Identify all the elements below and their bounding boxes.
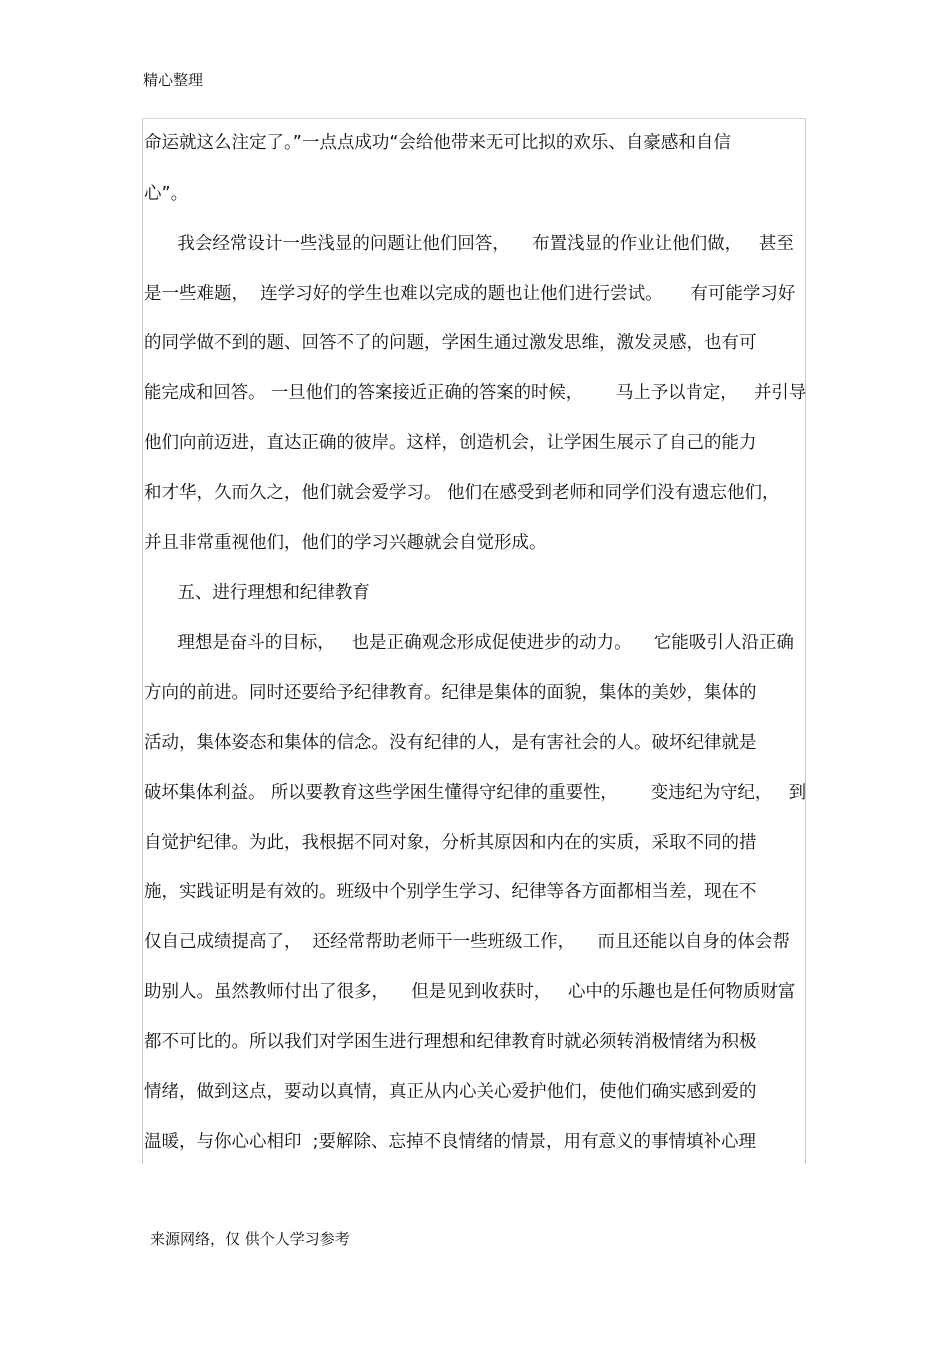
paragraph-line: 仅自己成绩提高了， 还经常帮助老师干一些班级工作， 而且还能以自身的体会帮: [144, 932, 790, 952]
paragraph-line: 的同学做不到的题、回答不了的问题，学困生通过激发思维，激发灵感，也有可: [144, 333, 757, 353]
page-header: 精心整理: [143, 71, 204, 89]
paragraph-line: 方向的前进。同时还要给予纪律教育。纪律是集体的面貌，集体的美妙，集体的: [144, 683, 757, 703]
paragraph-line: 命运就这么注定了。”一点点成功“会给他带来无可比拟的欢乐、自豪感和自信: [144, 133, 731, 153]
paragraph-line: 自觉护纪律。为此，我根据不同对象，分析其原因和内在的实质，采取不同的措: [144, 833, 757, 853]
paragraph-line: 活动，集体姿态和集体的信念。没有纪律的人，是有害社会的人。破坏纪律就是: [144, 733, 757, 753]
paragraph-line: 并且非常重视他们，他们的学习兴趣就会自觉形成。: [144, 533, 547, 553]
paragraph-line: 温暖，与你心心相印 ;要解除、忘掉不良情绪的情景，用有意义的事情填补心理: [144, 1132, 757, 1152]
section-heading: 五、进行理想和纪律教育: [144, 583, 370, 603]
paragraph-line: 施，实践证明是有效的。班级中个别学生学习、纪律等各方面都相当差，现在不: [144, 882, 757, 902]
paragraph-line: 心”。: [144, 184, 189, 204]
paragraph-line: 助别人。虽然教师付出了很多， 但是见到收获时， 心中的乐趣也是任何物质财富: [144, 982, 796, 1002]
paragraph-line: 和才华，久而久之，他们就会爱学习。 他们在感受到老师和同学们没有遗忘他们，: [144, 483, 780, 503]
page-footer: 来源网络，仅 供个人学习参考: [150, 1230, 350, 1248]
paragraph-line: 情绪，做到这点，要动以真情，真正从内心关心爱护他们，使他们确实感到爱的: [144, 1082, 757, 1102]
paragraph-line: 能完成和回答。 一旦他们的答案接近正确的答案的时候， 马上予以肯定， 并引导: [144, 383, 807, 403]
paragraph-line: 破坏集体利益。 所以要教育这些学困生懂得守纪律的重要性， 变违纪为守纪， 到: [144, 783, 807, 803]
paragraph-line: 理想是奋斗的目标， 也是正确观念形成促使进步的动力。 它能吸引人沿正确: [144, 633, 794, 653]
paragraph-line: 他们向前迈进，直达正确的彼岸。这样，创造机会，让学困生展示了自己的能力: [144, 433, 757, 453]
paragraph-line: 是一些难题， 连学习好的学生也难以完成的题也让他们进行尝试。 有可能学习好: [144, 284, 796, 304]
paragraph-line: 都不可比的。所以我们对学困生进行理想和纪律教育时就必须转消极情绪为积极: [144, 1032, 757, 1052]
paragraph-line: 我会经常设计一些浅显的问题让他们回答， 布置浅显的作业让他们做， 甚至: [144, 234, 794, 254]
